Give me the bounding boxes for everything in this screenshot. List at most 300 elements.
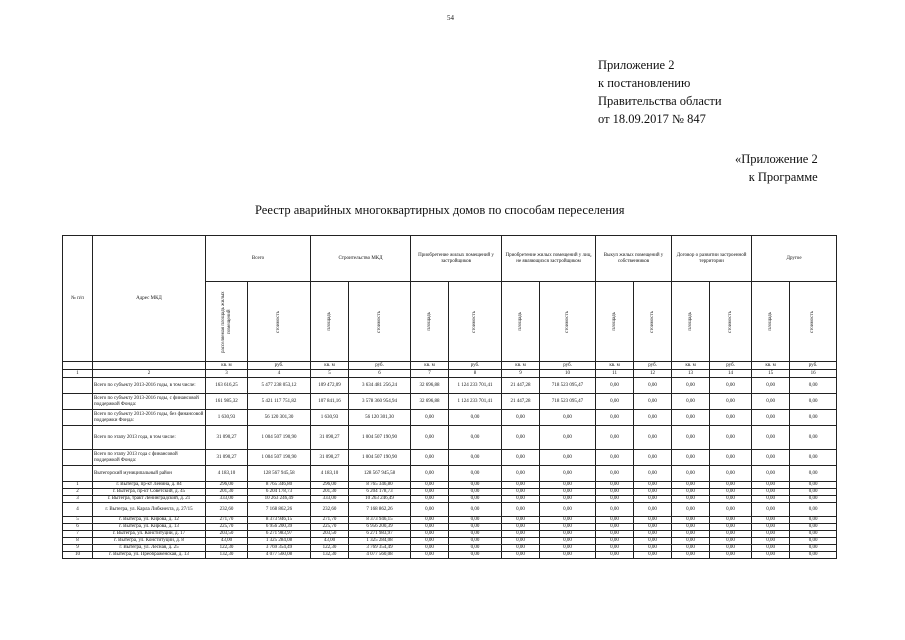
value-cell: 6 204 178,73 <box>248 489 311 496</box>
value-cell: 3 578 360 954,94 <box>349 394 411 410</box>
num-cell <box>63 426 93 450</box>
unit-cell: руб. <box>349 362 411 370</box>
value-cell: 0,00 <box>502 466 540 482</box>
sub-header: стоимость <box>790 282 837 362</box>
sub-header: площадь <box>672 282 710 362</box>
sub-header: площадь <box>311 282 349 362</box>
column-number: 10 <box>540 370 596 378</box>
summary-row <box>63 378 837 394</box>
group-header: Приобретение жилых помещений у лиц, не являющихся застройщиком <box>502 236 596 282</box>
table-row <box>63 517 837 524</box>
value-cell: 0,00 <box>596 517 634 524</box>
value-cell: 5 421 117 751,82 <box>248 394 311 410</box>
value-cell: 0,00 <box>752 378 790 394</box>
value-cell: 0,00 <box>634 482 672 489</box>
value-cell: 232,60 <box>206 503 248 517</box>
appendix-line: к постановлению <box>598 76 691 90</box>
value-cell: 0,00 <box>752 450 790 466</box>
appendix2-line: «Приложение 2 <box>735 152 818 166</box>
value-cell: 0,00 <box>596 450 634 466</box>
value-cell: 0,00 <box>449 450 502 466</box>
column-number: 4 <box>248 370 311 378</box>
value-cell: 0,00 <box>790 394 837 410</box>
value-cell: 0,00 <box>710 524 752 531</box>
value-cell: 8 765 346,80 <box>349 482 411 489</box>
sub-header: стоимость <box>540 282 596 362</box>
value-cell: 0,00 <box>449 466 502 482</box>
value-cell: 6 956 200,39 <box>349 524 411 531</box>
table-row <box>63 524 837 531</box>
value-cell: 10 263 246,49 <box>349 496 411 503</box>
value-cell: 0,00 <box>540 466 596 482</box>
value-cell: 0,00 <box>596 552 634 559</box>
value-cell: 0,00 <box>540 410 596 426</box>
unit-cell: руб. <box>540 362 596 370</box>
column-number: 12 <box>634 370 672 378</box>
value-cell: 0,00 <box>540 503 596 517</box>
address-cell: г. Вытегра, тракт Ленинградский, д. 21 <box>93 496 206 503</box>
group-header: Строительство МКД <box>311 236 411 282</box>
appendix-block <box>598 56 722 128</box>
num-cell: 3 <box>63 496 93 503</box>
column-number: 14 <box>710 370 752 378</box>
value-cell: 0,00 <box>634 545 672 552</box>
value-cell: 333,00 <box>311 496 349 503</box>
value-cell: 43,00 <box>206 538 248 545</box>
column-number: 9 <box>502 370 540 378</box>
sub-header: площадь <box>752 282 790 362</box>
num-header: № п/п <box>63 236 93 362</box>
value-cell: 122,30 <box>311 545 349 552</box>
value-cell: 0,00 <box>502 482 540 489</box>
value-cell: 4 183,10 <box>311 466 349 482</box>
value-cell: 7 168 862,26 <box>248 503 311 517</box>
value-cell: 271,70 <box>206 517 248 524</box>
value-cell: 6 271 983,97 <box>248 531 311 538</box>
value-cell: 0,00 <box>596 503 634 517</box>
value-cell: 128 567 945,58 <box>248 466 311 482</box>
value-cell: 718 523 095,47 <box>540 378 596 394</box>
value-cell: 0,00 <box>540 538 596 545</box>
num-cell: 4 <box>63 503 93 517</box>
value-cell: 0,00 <box>596 466 634 482</box>
value-cell: 0,00 <box>672 410 710 426</box>
address-cell: г. Вытегра, ул. Кирова, д. 13 <box>93 524 206 531</box>
value-cell: 0,00 <box>502 531 540 538</box>
summary-row <box>63 410 837 426</box>
value-cell: 0,00 <box>752 394 790 410</box>
page-number: 54 <box>447 14 454 22</box>
value-cell: 0,00 <box>752 538 790 545</box>
unit-cell: руб. <box>449 362 502 370</box>
table-row <box>63 503 837 517</box>
value-cell: 0,00 <box>672 378 710 394</box>
value-cell: 0,00 <box>596 496 634 503</box>
value-cell: 0,00 <box>502 496 540 503</box>
value-cell: 225,70 <box>311 524 349 531</box>
value-cell: 0,00 <box>790 410 837 426</box>
value-cell: 0,00 <box>449 524 502 531</box>
value-cell: 0,00 <box>634 531 672 538</box>
value-cell: 0,00 <box>710 496 752 503</box>
appendix-line: Правительства области <box>598 94 722 108</box>
value-cell: 1 325 284,08 <box>248 538 311 545</box>
value-cell: 43,00 <box>311 538 349 545</box>
value-cell: 0,00 <box>752 482 790 489</box>
value-cell: 0,00 <box>540 489 596 496</box>
column-numbers-row <box>63 370 837 378</box>
value-cell: 0,00 <box>710 378 752 394</box>
value-cell: 0,00 <box>540 545 596 552</box>
value-cell: 8 765 346,80 <box>248 482 311 489</box>
value-cell: 0,00 <box>596 524 634 531</box>
address-cell: г. Вытегра, пр-кт Советский, д. 45 <box>93 489 206 496</box>
value-cell: 271,70 <box>311 517 349 524</box>
value-cell: 0,00 <box>790 552 837 559</box>
value-cell: 8 373 946,15 <box>349 517 411 524</box>
sub-header: стоимость <box>634 282 672 362</box>
units-row <box>63 362 837 370</box>
value-cell: 31 090,27 <box>311 426 349 450</box>
value-cell: 0,00 <box>672 517 710 524</box>
value-cell: 6 271 983,97 <box>349 531 411 538</box>
column-number: 16 <box>790 370 837 378</box>
value-cell: 6 956 200,39 <box>248 524 311 531</box>
value-cell: 0,00 <box>710 394 752 410</box>
unit-cell: руб. <box>248 362 311 370</box>
value-cell: 0,00 <box>449 489 502 496</box>
value-cell: 0,00 <box>634 378 672 394</box>
value-cell: 0,00 <box>752 517 790 524</box>
value-cell: 0,00 <box>540 552 596 559</box>
num-cell: 6 <box>63 524 93 531</box>
value-cell: 296,00 <box>206 482 248 489</box>
column-number: 11 <box>596 370 634 378</box>
sub-header: площадь <box>596 282 634 362</box>
value-cell: 0,00 <box>596 482 634 489</box>
value-cell: 0,00 <box>634 394 672 410</box>
header-groups-row <box>63 236 837 282</box>
value-cell: 3 769 354,49 <box>349 545 411 552</box>
value-cell: 0,00 <box>502 426 540 450</box>
unit-cell: кв. м <box>206 362 248 370</box>
value-cell: 0,00 <box>502 538 540 545</box>
value-cell: 0,00 <box>710 489 752 496</box>
value-cell: 0,00 <box>449 503 502 517</box>
value-cell: 0,00 <box>596 394 634 410</box>
value-cell: 0,00 <box>449 496 502 503</box>
value-cell: 1 004 507 190,90 <box>248 450 311 466</box>
value-cell: 0,00 <box>596 410 634 426</box>
value-cell: 1 124 233 701,41 <box>449 394 502 410</box>
value-cell: 0,00 <box>790 496 837 503</box>
value-cell: 0,00 <box>672 531 710 538</box>
value-cell: 0,00 <box>634 450 672 466</box>
value-cell: 0,00 <box>752 524 790 531</box>
num-cell <box>63 450 93 466</box>
sub-header: площадь <box>502 282 540 362</box>
document-title: Реестр аварийных многоквартирных домов по способам переселения <box>255 203 625 217</box>
value-cell: 0,00 <box>596 531 634 538</box>
value-cell: 0,00 <box>596 378 634 394</box>
value-cell: 0,00 <box>790 517 837 524</box>
value-cell: 0,00 <box>449 517 502 524</box>
value-cell: 0,00 <box>672 450 710 466</box>
summary-row <box>63 394 837 410</box>
value-cell: 0,00 <box>672 482 710 489</box>
value-cell: 0,00 <box>634 496 672 503</box>
summary-label: Вытегорский муниципальный район <box>93 466 206 482</box>
value-cell: 31 090,27 <box>311 450 349 466</box>
value-cell: 0,00 <box>634 489 672 496</box>
value-cell: 0,00 <box>752 545 790 552</box>
value-cell: 0,00 <box>411 466 449 482</box>
value-cell: 0,00 <box>411 426 449 450</box>
value-cell: 0,00 <box>596 489 634 496</box>
value-cell: 0,00 <box>710 503 752 517</box>
value-cell: 31 090,27 <box>206 426 248 450</box>
table-row <box>63 552 837 559</box>
value-cell: 0,00 <box>540 517 596 524</box>
column-number: 8 <box>449 370 502 378</box>
table-row <box>63 496 837 503</box>
num-cell: 10 <box>63 552 93 559</box>
value-cell: 0,00 <box>790 545 837 552</box>
address-cell: г. Вытегра, ул. Карла Либкнехта, д. 27/15 <box>93 503 206 517</box>
table-row <box>63 489 837 496</box>
value-cell: 56 120 301,30 <box>349 410 411 426</box>
value-cell: 0,00 <box>411 517 449 524</box>
value-cell: 161 985,32 <box>206 394 248 410</box>
summary-label: Всего по субъекту 2013-2016 годы, в том числе: <box>93 378 206 394</box>
value-cell: 1 004 507 190,90 <box>349 450 411 466</box>
value-cell: 0,00 <box>449 538 502 545</box>
value-cell: 225,70 <box>206 524 248 531</box>
address-header: Адрес МКД <box>93 236 206 362</box>
num-cell: 1 <box>63 482 93 489</box>
value-cell: 4 183,10 <box>206 466 248 482</box>
value-cell: 0,00 <box>672 394 710 410</box>
column-number: 2 <box>93 370 206 378</box>
value-cell: 0,00 <box>710 482 752 489</box>
value-cell: 0,00 <box>752 496 790 503</box>
value-cell: 0,00 <box>672 489 710 496</box>
value-cell: 3 769 354,49 <box>248 545 311 552</box>
value-cell: 128 567 945,58 <box>349 466 411 482</box>
table-row <box>63 531 837 538</box>
value-cell: 0,00 <box>634 517 672 524</box>
value-cell: 0,00 <box>502 450 540 466</box>
value-cell: 0,00 <box>411 552 449 559</box>
value-cell: 0,00 <box>596 426 634 450</box>
column-number: 3 <box>206 370 248 378</box>
value-cell: 0,00 <box>449 531 502 538</box>
value-cell: 0,00 <box>634 503 672 517</box>
value-cell: 0,00 <box>790 482 837 489</box>
column-number: 5 <box>311 370 349 378</box>
unit-cell: кв. м <box>311 362 349 370</box>
value-cell: 3 634 481 256,24 <box>349 378 411 394</box>
value-cell: 0,00 <box>710 466 752 482</box>
value-cell: 32 696,88 <box>411 378 449 394</box>
value-cell: 0,00 <box>790 378 837 394</box>
sub-header: стоимость <box>449 282 502 362</box>
value-cell: 0,00 <box>634 466 672 482</box>
value-cell: 0,00 <box>411 524 449 531</box>
value-cell: 0,00 <box>502 410 540 426</box>
value-cell: 0,00 <box>752 410 790 426</box>
value-cell: 56 120 301,30 <box>248 410 311 426</box>
value-cell: 107 841,16 <box>311 394 349 410</box>
appendix-line: от 18.09.2017 № 847 <box>598 112 706 126</box>
register-table <box>62 235 837 559</box>
value-cell: 0,00 <box>710 426 752 450</box>
value-cell: 0,00 <box>540 496 596 503</box>
address-cell: г. Вытегра, ул. Конституции, д. 8 <box>93 538 206 545</box>
value-cell: 718 523 095,47 <box>540 394 596 410</box>
value-cell: 0,00 <box>540 426 596 450</box>
value-cell: 163 616,25 <box>206 378 248 394</box>
value-cell: 0,00 <box>752 503 790 517</box>
num-cell <box>63 394 93 410</box>
value-cell: 5 477 238 053,12 <box>248 378 311 394</box>
value-cell: 132,30 <box>311 552 349 559</box>
summary-row <box>63 426 837 450</box>
column-number: 6 <box>349 370 411 378</box>
value-cell: 0,00 <box>710 517 752 524</box>
value-cell: 21 447,28 <box>502 394 540 410</box>
value-cell: 109 472,09 <box>311 378 349 394</box>
value-cell: 0,00 <box>790 503 837 517</box>
value-cell: 0,00 <box>672 545 710 552</box>
column-number: 1 <box>63 370 93 378</box>
value-cell: 0,00 <box>502 517 540 524</box>
value-cell: 1 630,93 <box>311 410 349 426</box>
value-cell: 0,00 <box>449 552 502 559</box>
appendix2-line: к Программе <box>748 170 818 184</box>
num-cell <box>63 466 93 482</box>
num-cell: 8 <box>63 538 93 545</box>
value-cell: 0,00 <box>790 538 837 545</box>
value-cell: 8 373 946,15 <box>248 517 311 524</box>
column-number: 15 <box>752 370 790 378</box>
value-cell: 0,00 <box>449 410 502 426</box>
value-cell: 132,30 <box>206 552 248 559</box>
value-cell: 0,00 <box>672 538 710 545</box>
value-cell: 203,50 <box>206 531 248 538</box>
value-cell: 0,00 <box>540 482 596 489</box>
value-cell: 0,00 <box>596 538 634 545</box>
num-cell <box>63 378 93 394</box>
value-cell: 0,00 <box>540 531 596 538</box>
value-cell: 0,00 <box>672 552 710 559</box>
value-cell: 1 325 284,08 <box>349 538 411 545</box>
num-cell: 2 <box>63 489 93 496</box>
address-cell: г. Вытегра, пр-кт Ленина, д. 84 <box>93 482 206 489</box>
sub-header: стоимость <box>349 282 411 362</box>
value-cell: 0,00 <box>634 524 672 531</box>
value-cell: 32 696,88 <box>411 394 449 410</box>
value-cell: 7 168 862,26 <box>349 503 411 517</box>
unit-cell: кв. м <box>752 362 790 370</box>
value-cell: 0,00 <box>710 538 752 545</box>
value-cell: 1 004 507 190,90 <box>248 426 311 450</box>
value-cell: 0,00 <box>411 489 449 496</box>
value-cell: 0,00 <box>634 552 672 559</box>
value-cell: 0,00 <box>449 545 502 552</box>
unit-cell: руб. <box>634 362 672 370</box>
group-header: Выкуп жилых помещений у собственников <box>596 236 672 282</box>
value-cell: 0,00 <box>790 524 837 531</box>
value-cell: 0,00 <box>710 410 752 426</box>
value-cell: 0,00 <box>790 489 837 496</box>
value-cell: 0,00 <box>502 524 540 531</box>
group-header: Приобретение жилых помещений у застройщиков <box>411 236 502 282</box>
value-cell: 0,00 <box>411 450 449 466</box>
summary-label: Всего по субъекту 2013-2016 годы, с финансовой поддержкой Фонда: <box>93 394 206 410</box>
unit-cell: кв. м <box>672 362 710 370</box>
value-cell: 6 204 178,73 <box>349 489 411 496</box>
value-cell: 0,00 <box>502 545 540 552</box>
group-header: Договор о развитии застроенной территории <box>672 236 752 282</box>
value-cell: 0,00 <box>411 503 449 517</box>
summary-label: Всего по этапу 2013 года с финансовой поддержкой Фонда: <box>93 450 206 466</box>
value-cell: 0,00 <box>790 466 837 482</box>
column-number: 13 <box>672 370 710 378</box>
address-cell: г. Вытегра, ул. Лесная, д. 25 <box>93 545 206 552</box>
table-row <box>63 545 837 552</box>
value-cell: 122,30 <box>206 545 248 552</box>
value-cell: 0,00 <box>752 552 790 559</box>
sub-header: стоимость <box>248 282 311 362</box>
address-cell: г. Вытегра, ул. Конституции, д. 17 <box>93 531 206 538</box>
value-cell: 4 077 560,08 <box>248 552 311 559</box>
value-cell: 10 263 246,49 <box>248 496 311 503</box>
summary-row <box>63 466 837 482</box>
group-header: Всего <box>206 236 311 282</box>
num-cell: 7 <box>63 531 93 538</box>
unit-cell: руб. <box>790 362 837 370</box>
unit-cell: кв. м <box>596 362 634 370</box>
address-cell: г. Вытегра, ул. Кирова, д. 12 <box>93 517 206 524</box>
value-cell: 0,00 <box>672 466 710 482</box>
value-cell: 0,00 <box>411 410 449 426</box>
summary-label: Всего по субъекту 2013-2016 годы, без финансовой поддержки Фонда: <box>93 410 206 426</box>
value-cell: 0,00 <box>672 503 710 517</box>
sub-header: площадь <box>411 282 449 362</box>
value-cell: 0,00 <box>752 426 790 450</box>
value-cell: 0,00 <box>502 503 540 517</box>
value-cell: 0,00 <box>502 552 540 559</box>
value-cell: 0,00 <box>790 531 837 538</box>
sub-header: стоимость <box>710 282 752 362</box>
num-cell: 9 <box>63 545 93 552</box>
value-cell: 0,00 <box>752 466 790 482</box>
unit-cell: кв. м <box>411 362 449 370</box>
value-cell: 0,00 <box>634 410 672 426</box>
value-cell: 201,30 <box>206 489 248 496</box>
value-cell: 0,00 <box>790 450 837 466</box>
value-cell: 4 077 560,08 <box>349 552 411 559</box>
value-cell: 0,00 <box>710 552 752 559</box>
value-cell: 0,00 <box>411 545 449 552</box>
value-cell: 0,00 <box>790 426 837 450</box>
value-cell: 0,00 <box>672 496 710 503</box>
num-cell: 5 <box>63 517 93 524</box>
summary-row <box>63 450 837 466</box>
value-cell: 21 447,28 <box>502 378 540 394</box>
value-cell: 0,00 <box>411 531 449 538</box>
